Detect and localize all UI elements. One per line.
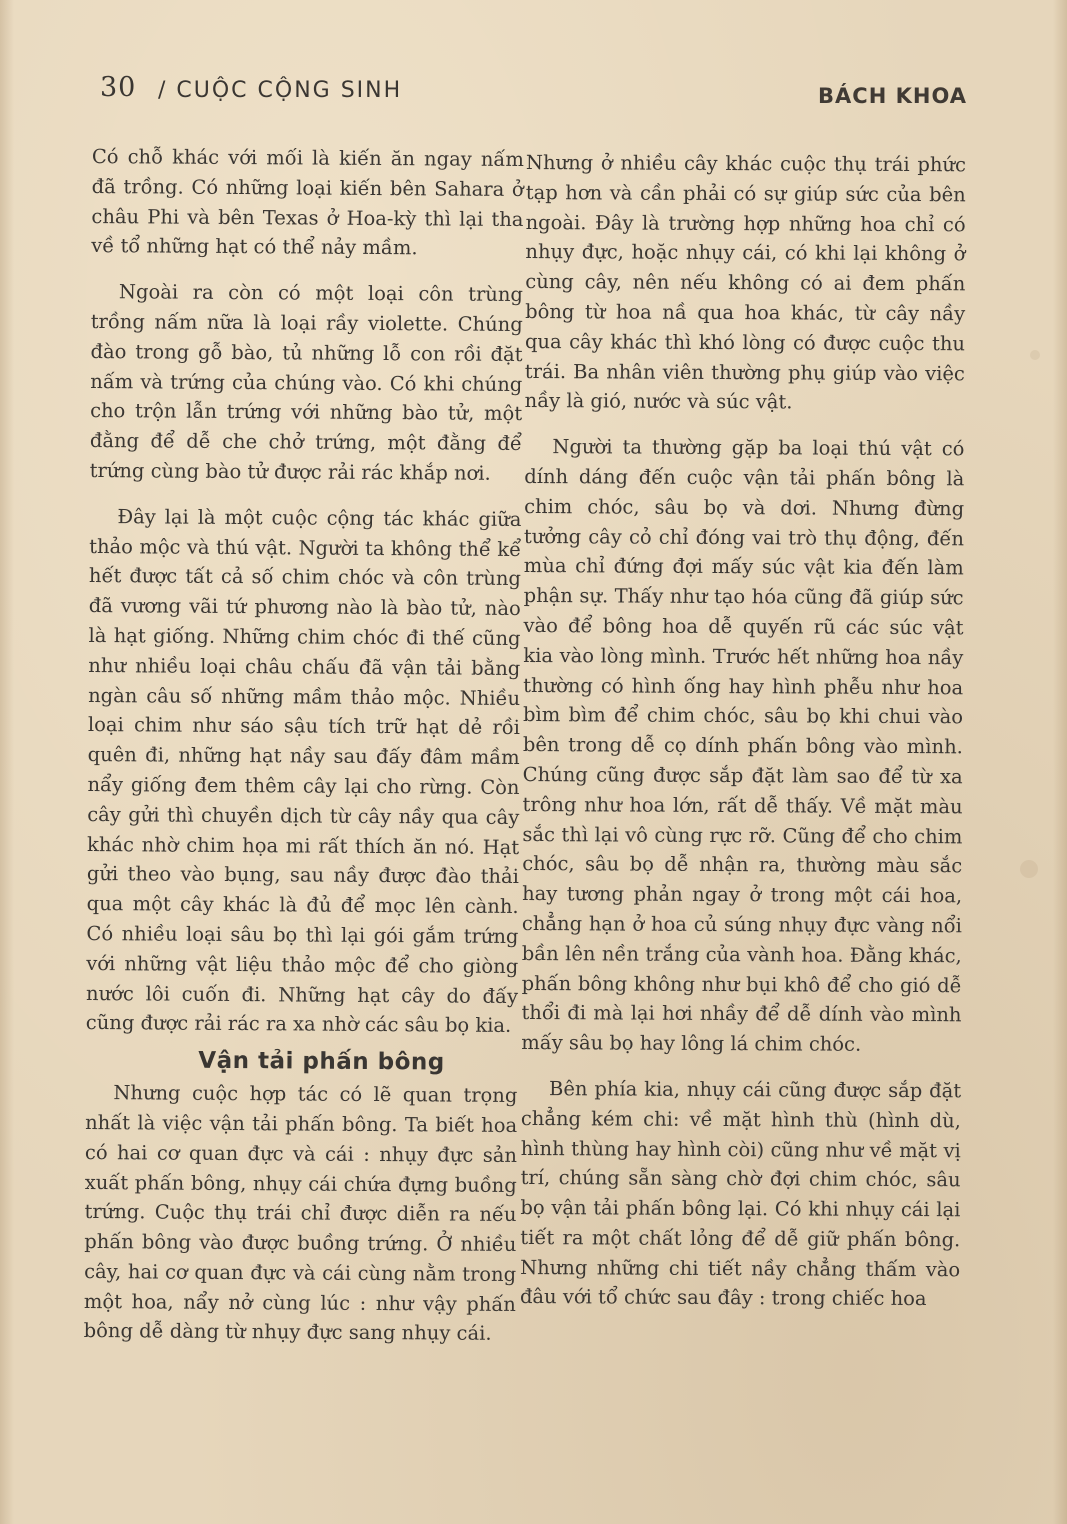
paragraph: Có chỗ khác với mối là kiến ăn ngay nấm đã trồng. Có những loại kiến bên Sahara ở châu Phi và bên Texas ở Hoa-kỳ thì lại tha về tổ những hạt có thể nảy mầm. <box>91 144 524 260</box>
paper-stain <box>1020 860 1038 878</box>
paragraph: Ngoài ra còn có một loại côn trùng trồng nấm nữa là loại rầy violette. Chúng đào trong gỗ bào, tủ những lỗ con rồi đặt nấm và trứng của chúng vào. Có khi chúng cho trộn lẫn trứng với những bào tử, một đằng để dễ che chở trứng, một đằng để trứng cùng bào tử được rải rác khắp nơi. <box>89 280 524 485</box>
paragraph: Người ta thường gặp ba loại thú vật có dính dáng đến cuộc vận tải phấn bông là chim chóc, sâu bọ và dơi. Nhưng đừng tưởng cây cỏ chỉ đóng vai trò thụ động, đến mùa chỉ đứng đợi mấy súc vật kia đến làm phận sự. Thấy như tạo hóa cũng đã giúp sức vào để bông hoa dễ quyến rũ các súc vật kia vào lòng mình. Trước hết những hoa nầy thường có hình ống hay hình phễu như hoa bìm bìm để chim chóc, sâu bọ khi chui vào bên trong dễ cọ dính phấn bông vào mình. Chúng cũng được sắp đặt làm sao để từ xa trông như hoa lớn, rất dễ thấy. Về mặt màu sắc thì lại vô cùng rực rỡ. Cũng để cho chim chóc, sâu bọ dễ nhận ra, thường màu sắc hay tương phản ngay ở trong một cái hoa, chẳng hạn ở hoa củ súng nhụy đực vàng nổi bần lên nền trắng của vành hoa. Đằng khác, phấn bông không như bụi khô để cho gió dễ thổi đi mà lại hơi nhầy để dễ dính vào mình mấy sâu bọ hay lông lá chim chóc. <box>521 435 965 1056</box>
paragraph: Đây lại là một cuộc cộng tác khác giữa thảo mộc và thú vật. Người ta không thể kể hết được tất cả số chim chóc và côn trùng đã vương vãi tứ phương nào là bào tử, nào là hạt giống. Những chim chóc đi thế cũng như nhiều loại châu chấu đã vận tải bằng ngàn câu số những mầm thảo mộc. Nhiều loại chim như sáo sậu tích trữ hạt dẻ rồi quên đi, những hạt nầy sau đấy đâm mầm nẩy giống đem thêm cây lại cho rừng. Còn cây gửi thì chuyền dịch từ cây nầy qua cây khác nhờ chim họa mi rất thích ăn nó. Hạt gửi theo vào bụng, sau nầy được đào thải qua một cây khác là đủ để mọc lên cành. Có nhiều loại sâu bọ thì lại gói gắm trứng với những vật liệu thảo mộc để cho giòng nước lôi cuốn đi. Những hạt cây do đấy cũng được rải rác ra xa nhờ các sâu bọ kia. <box>85 504 522 1038</box>
right-column <box>520 148 966 1315</box>
left-column <box>84 142 524 1349</box>
paper-stain <box>1030 350 1040 360</box>
page-header <box>100 70 967 110</box>
paragraph: Nhưng cuộc hợp tác có lẽ quan trọng nhất là việc vận tải phấn bông. Ta biết hoa có hai cơ quan đực và cái : nhụy đực sản xuất phấn bông, nhụy cái chứa đựng buồng trứng. Cuộc thụ trái chỉ được diễn ra nếu phấn bông vào được buồng trứng. Ở nhiều cây, hai cơ quan đực và cái cùng nằm trong một hoa, nẩy nở cùng lúc : như vậy phấn bông dễ dàng từ nhụy đực sang nhụy cái. <box>83 1081 518 1346</box>
page-number: 30 <box>100 72 137 103</box>
paragraph: Nhưng ở nhiều cây khác cuộc thụ trái phức tạp hơn và cần phải có sự giúp sức của bên ngoài. Đây là trường hợp những hoa chỉ có nhụy đực, hoặc nhụy cái, có khi lại không ở cùng cây, nên nếu không có ai đem phấn bông từ hoa nầ qua hoa khác, từ cây nầy qua cây khác thì khó lòng có được cuộc thu trái. Ba nhân viên thường phụ giúp vào việc nầy là gió, nước và súc vật. <box>524 150 966 414</box>
paragraph: Bên phía kia, nhụy cái cũng được sắp đặt chẳng kém chi: về mặt hình thù (hình dù, hình thùng hay hình còi) cũng như về mặt vị trí, chúng sẵn sàng chờ đợi chim chóc, sâu bọ vận tải phấn bông lại. Có khi nhụy cái lại tiết ra một chất lỏng để dễ giữ phấn bông. Nhưng những chi tiết nầy chẳng thấm vào đâu với tổ chức sau đây : trong chiếc hoa <box>519 1077 962 1311</box>
page-edge-right <box>1053 0 1067 1524</box>
subheading: Vận tải phấn bông <box>198 1047 445 1076</box>
section-title: / CUỘC CỘNG SINH <box>158 78 403 103</box>
page-edge-left <box>0 0 14 1524</box>
magazine-name: BÁCH KHOA <box>818 84 967 108</box>
